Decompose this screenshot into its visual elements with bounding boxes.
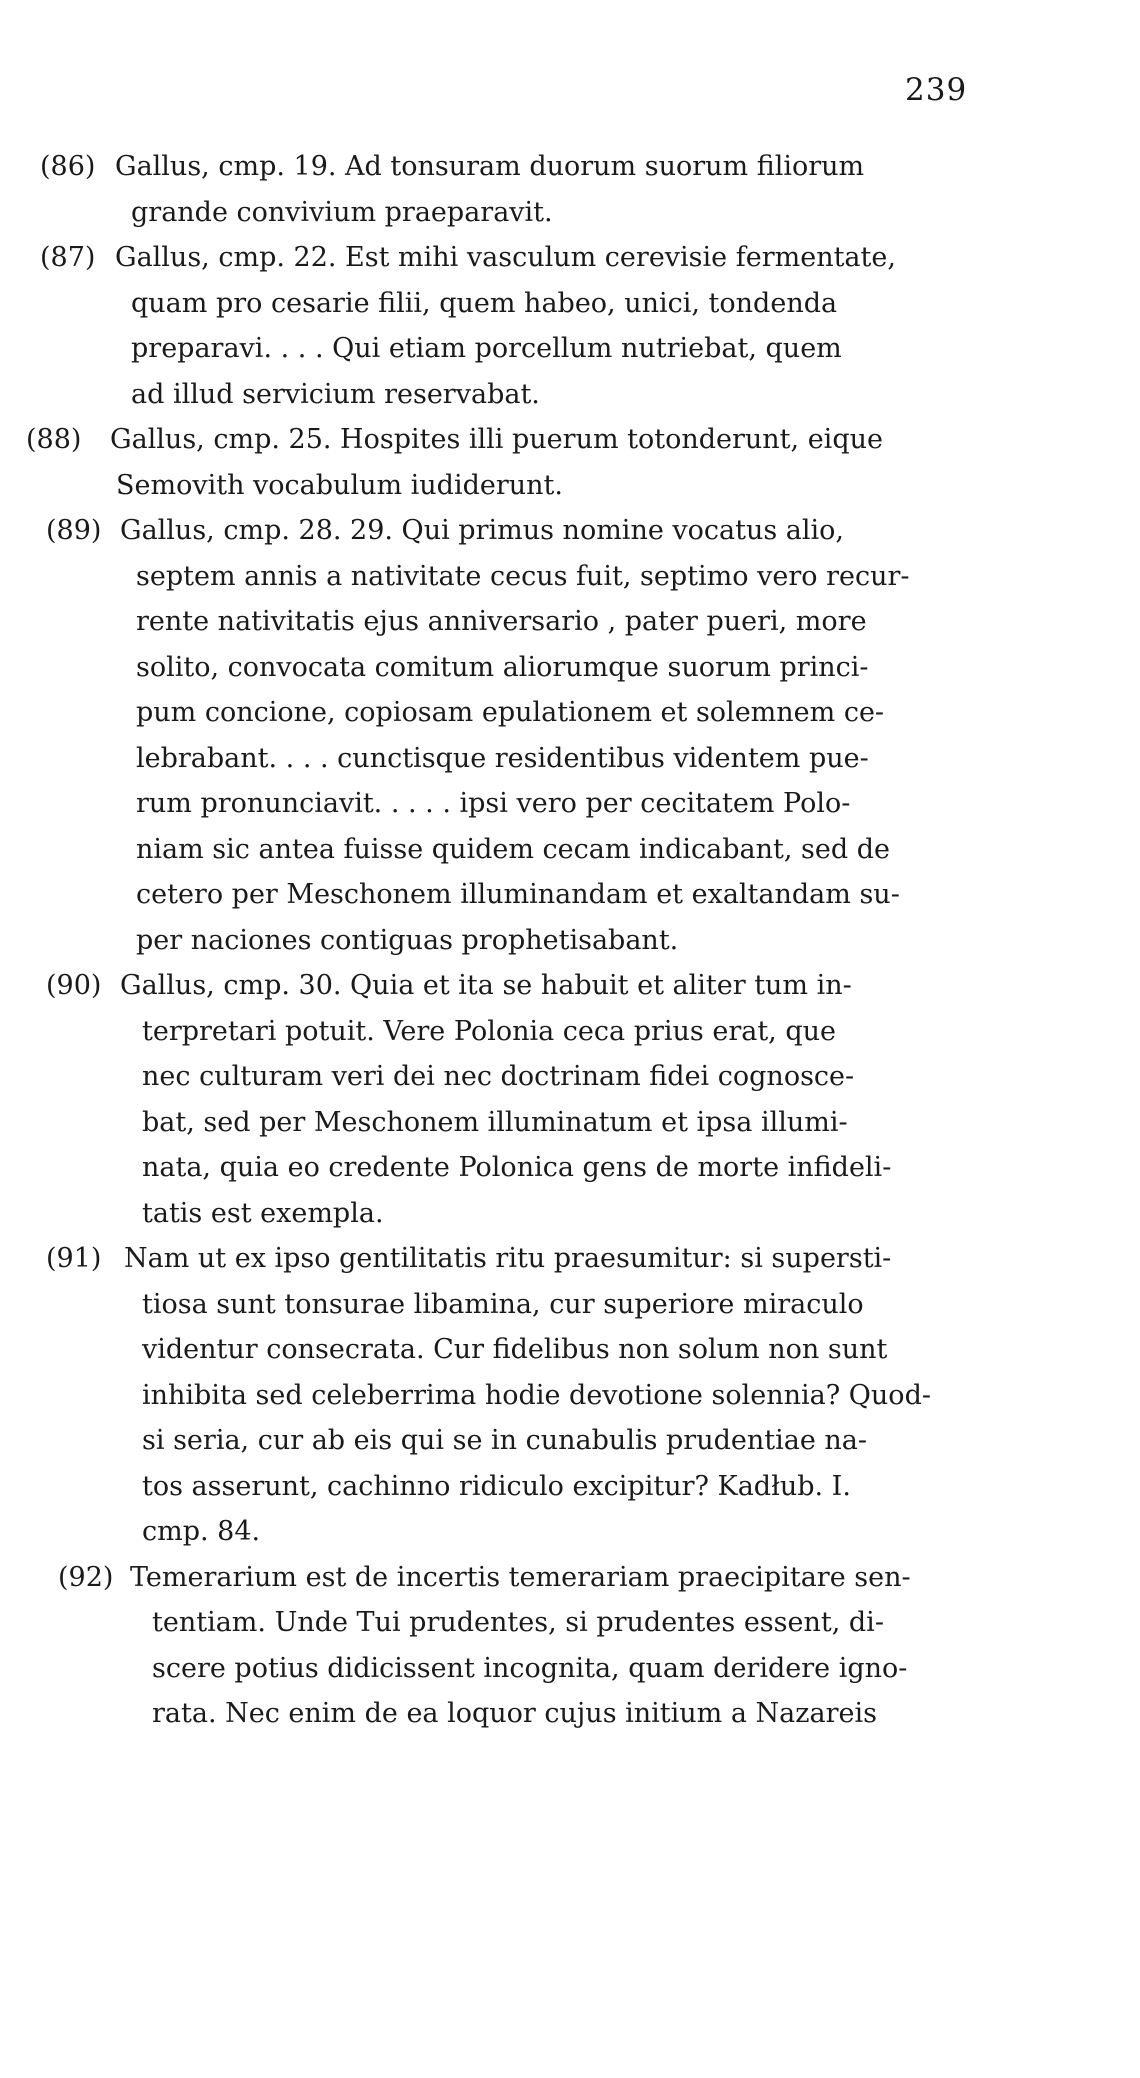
note-number: (91) [46, 1243, 102, 1274]
note-text [0, 1236, 1140, 1555]
note-line: bat, sed per Meschonem illuminatum et ipsa illumi- [142, 1106, 848, 1138]
note-line: solito, convocata comitum aliorumque suorum princi- [136, 651, 869, 683]
note-text [0, 1555, 1140, 1737]
note-line: Temerarium est de incertis temerariam praecipitare sen- [130, 1561, 911, 1593]
note-line: lebrabant. . . . cunctisque residentibus videntem pue- [136, 742, 869, 774]
note-line: Gallus, cmp. 30. Quia et ita se habuit et aliter tum in- [120, 970, 852, 1001]
note-line: si seria, cur ab eis qui se in cunabulis prudentiae na- [142, 1425, 868, 1456]
note-87 [0, 235, 1140, 417]
footnotes [0, 144, 1140, 1737]
note-90 [0, 963, 1140, 1236]
note-line: septem annis a nativitate cecus fuit, septimo vero recur- [136, 560, 910, 592]
note-line: Gallus, cmp. 22. Est mihi vasculum cerevisie fermentate, [115, 242, 896, 273]
note-line: pum concione, copiosam epulationem et solemnem ce- [136, 697, 885, 728]
note-line: ad illud servicium reservabat. [131, 378, 540, 410]
note-text [0, 963, 1140, 1236]
note-line: per naciones contiguas prophetisabant. [136, 924, 679, 956]
note-text [0, 417, 1140, 508]
note-line: niam sic antea fuisse quidem cecam indicabant, sed de [136, 833, 890, 865]
note-line: preparavi. . . . Qui etiam porcellum nutriebat, quem [131, 333, 842, 364]
note-number: (87) [40, 242, 96, 273]
note-line: grande convivium praeparavit. [131, 196, 553, 228]
note-line: nata, quia eo credente Polonica gens de morte infideli- [142, 1152, 892, 1183]
note-line: rente nativitatis ejus anniversario , pater pueri, more [136, 606, 867, 637]
note-text [0, 508, 1140, 963]
note-89 [0, 508, 1140, 963]
note-text [0, 144, 1140, 235]
note-line: Gallus, cmp. 28. 29. Qui primus nomine vocatus alio, [120, 515, 845, 546]
note-line: videntur consecrata. Cur fidelibus non solum non sunt [142, 1334, 888, 1365]
note-line: rata. Nec enim de ea loquor cujus initium a Nazareis [152, 1698, 877, 1729]
note-line: terpretari potuit. Vere Polonia ceca prius erat, que [142, 1015, 836, 1047]
note-number: (86) [40, 151, 96, 182]
note-line: tiosa sunt tonsurae libamina, cur superiore miraculo [142, 1288, 864, 1320]
note-line: Nam ut ex ipso gentilitatis ritu praesumitur: si supersti- [124, 1243, 892, 1274]
note-line: cmp. 84. [142, 1516, 261, 1547]
note-line: cetero per Meschonem illuminandam et exaltandam su- [136, 879, 900, 910]
note-line: Gallus, cmp. 19. Ad tonsuram duorum suorum filiorum [115, 151, 865, 182]
note-line: rum pronunciavit. . . . . ipsi vero per cecitatem Polo- [136, 788, 851, 819]
note-91 [0, 1236, 1140, 1555]
note-number: (88) [26, 424, 82, 455]
note-line: quam pro cesarie filii, quem habeo, unici, tondenda [131, 287, 838, 319]
note-number: (89) [46, 515, 102, 546]
note-line: Semovith vocabulum iudiderunt. [116, 469, 563, 501]
note-number: (90) [46, 970, 102, 1001]
note-86 [0, 144, 1140, 235]
page-number: 239 [905, 72, 968, 108]
note-line: tatis est exempla. [142, 1197, 384, 1229]
note-line: Gallus, cmp. 25. Hospites illi puerum totonderunt, eique [110, 424, 883, 455]
note-text [0, 235, 1140, 417]
note-line: inhibita sed celeberrima hodie devotione solennia? Quod- [142, 1379, 931, 1411]
note-line: scere potius didicissent incognita, quam deridere igno- [152, 1652, 908, 1684]
note-number: (92) [58, 1561, 114, 1593]
note-line: tentiam. Unde Tui prudentes, si prudentes essent, di- [152, 1607, 884, 1638]
note-92 [0, 1555, 1140, 1737]
note-line: nec culturam veri dei nec doctrinam fidei cognosce- [142, 1061, 855, 1092]
note-line: tos asserunt, cachinno ridiculo excipitur? Kadłub. I. [142, 1470, 851, 1502]
note-88 [0, 417, 1140, 508]
